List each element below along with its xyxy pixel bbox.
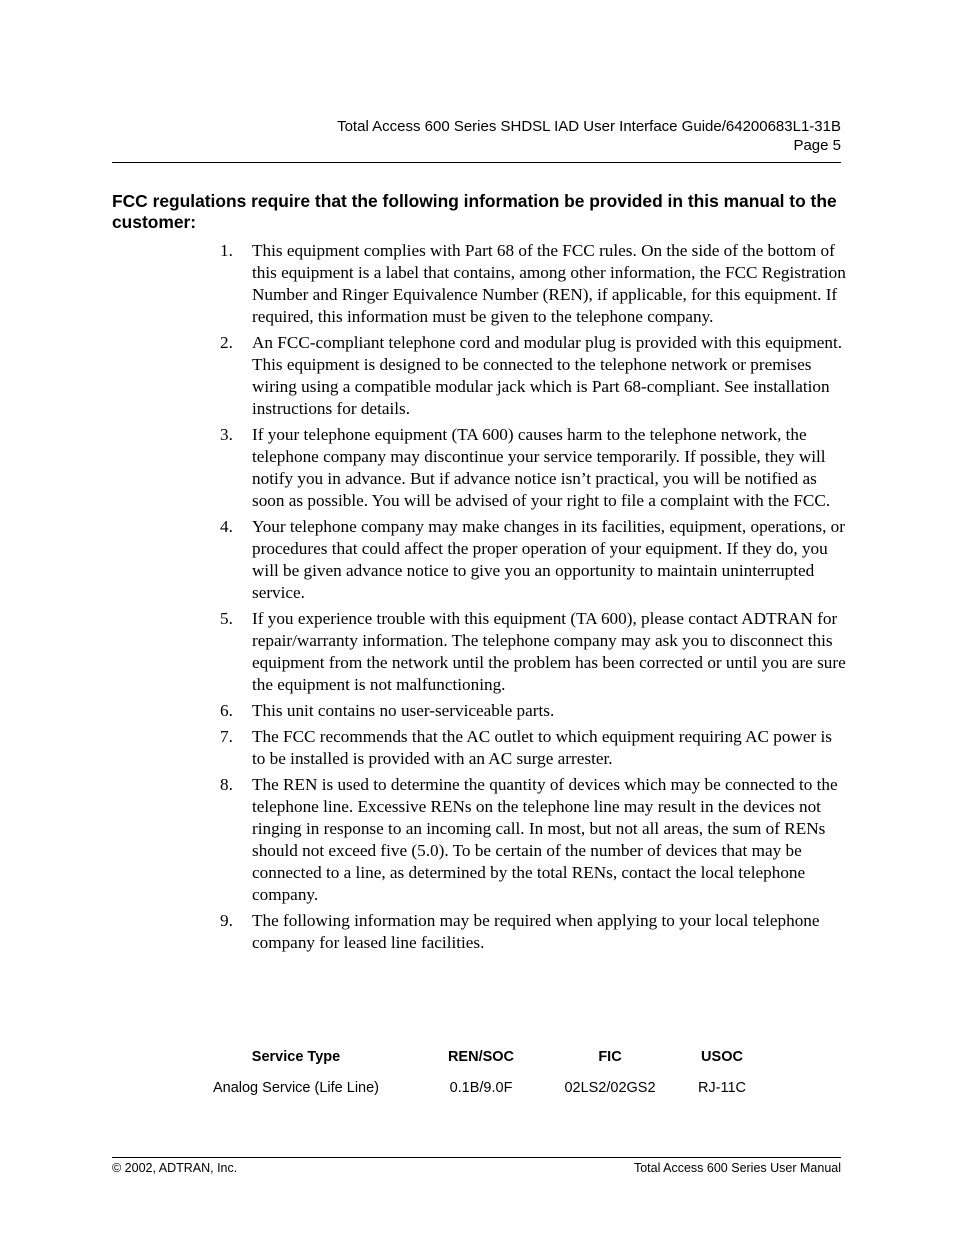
column-header-usoc: USOC (701, 1049, 743, 1065)
footer-copyright: © 2002, ADTRAN, Inc. (112, 1161, 238, 1175)
item-text: If your telephone equipment (TA 600) causes harm to the telephone network, the telephone company may discontinue your service temporarily. If possible, they will notify you in advance. But if advance notice isn’t practical, you will be notified as soon as possible. You will be advised of your right to file a complaint with the FCC. (252, 425, 831, 510)
table-cell: 02LS2/02GS2 (564, 1080, 656, 1096)
item-number: 3. (220, 425, 233, 444)
item-number: 2. (220, 333, 233, 352)
item-number: 4. (220, 517, 233, 536)
column-header-fic: FIC (598, 1049, 622, 1065)
list-item (220, 910, 848, 954)
item-number: 6. (220, 701, 233, 720)
list-item (220, 608, 848, 696)
table-row (190, 1070, 784, 1106)
list-item (220, 424, 848, 512)
item-number: 9. (220, 911, 233, 930)
table-cell: Analog Service (Life Line) (212, 1080, 380, 1096)
item-text: The REN is used to determine the quantity of devices which may be connected to the telephone line. Excessive RENs on the telephone line may result in the devices not ringing in response to an incoming call. In most, but not all areas, the sum of RENs should not exceed five (5.0). To be certain of the number of devices that may be connected to a line, as determined by the total RENs, contact the local telephone company. (252, 775, 838, 904)
item-number: 5. (220, 609, 233, 628)
table-header-row (190, 1044, 784, 1070)
item-text: If you experience trouble with this equipment (TA 600), please contact ADTRAN for repair/warranty information. The telephone company may ask you to disconnect this equipment from the network until the problem has been corrected or until you are sure the equipment is not malfunctioning. (252, 609, 846, 694)
item-text: The following information may be required when applying to your local telephone company for leased line facilities. (252, 911, 820, 952)
column-header-service-type: Service Type (251, 1049, 341, 1065)
table-cell: 0.1B/9.0F (449, 1080, 513, 1096)
item-number: 8. (220, 775, 233, 794)
page-number: Page 5 (793, 137, 841, 154)
footer-rule (112, 1157, 841, 1158)
item-text: This equipment complies with Part 68 of the FCC rules. On the side of the bottom of this equipment is a label that contains, among other information, the FCC Registration Number and Ringer Equivalence Number (REN), if applicable, for this equipment. If required, this information must be given to the telephone company. (252, 241, 846, 326)
item-text: An FCC-compliant telephone cord and modular plug is provided with this equipment. This equipment is designed to be connected to the telephone network or premises wiring using a compatible modular jack which is Part 68-compliant. See installation instructions for details. (252, 333, 843, 418)
item-number: 1. (220, 241, 233, 260)
list-item (220, 332, 848, 420)
item-text: The FCC recommends that the AC outlet to which equipment requiring AC power is to be installed is provided with an AC surge arrester. (252, 727, 832, 768)
column-header-ren-soc: REN/SOC (447, 1049, 515, 1065)
footer-manual-title: Total Access 600 Series User Manual (633, 1161, 841, 1175)
fcc-list (220, 240, 848, 958)
table-cell: RJ-11C (697, 1080, 747, 1096)
list-item (220, 240, 848, 328)
item-text: Your telephone company may make changes in its facilities, equipment, operations, or procedures that could affect the proper operation of your equipment. If they do, you will be given advance notice to give you an opportunity to maintain uninterrupted service. (252, 517, 845, 602)
item-text: This unit contains no user-serviceable parts. (252, 701, 555, 720)
list-item (220, 726, 848, 770)
section-heading: FCC regulations require that the following information be provided in this manual to the customer: (112, 191, 837, 232)
item-number: 7. (220, 727, 233, 746)
list-item (220, 774, 848, 906)
header-rule (112, 162, 841, 163)
list-item (220, 700, 848, 722)
document-title: Total Access 600 Series SHDSL IAD User Interface Guide/64200683L1-31B (337, 118, 841, 135)
page-header (112, 117, 841, 155)
list-item (220, 516, 848, 604)
service-info-table (190, 1044, 784, 1106)
